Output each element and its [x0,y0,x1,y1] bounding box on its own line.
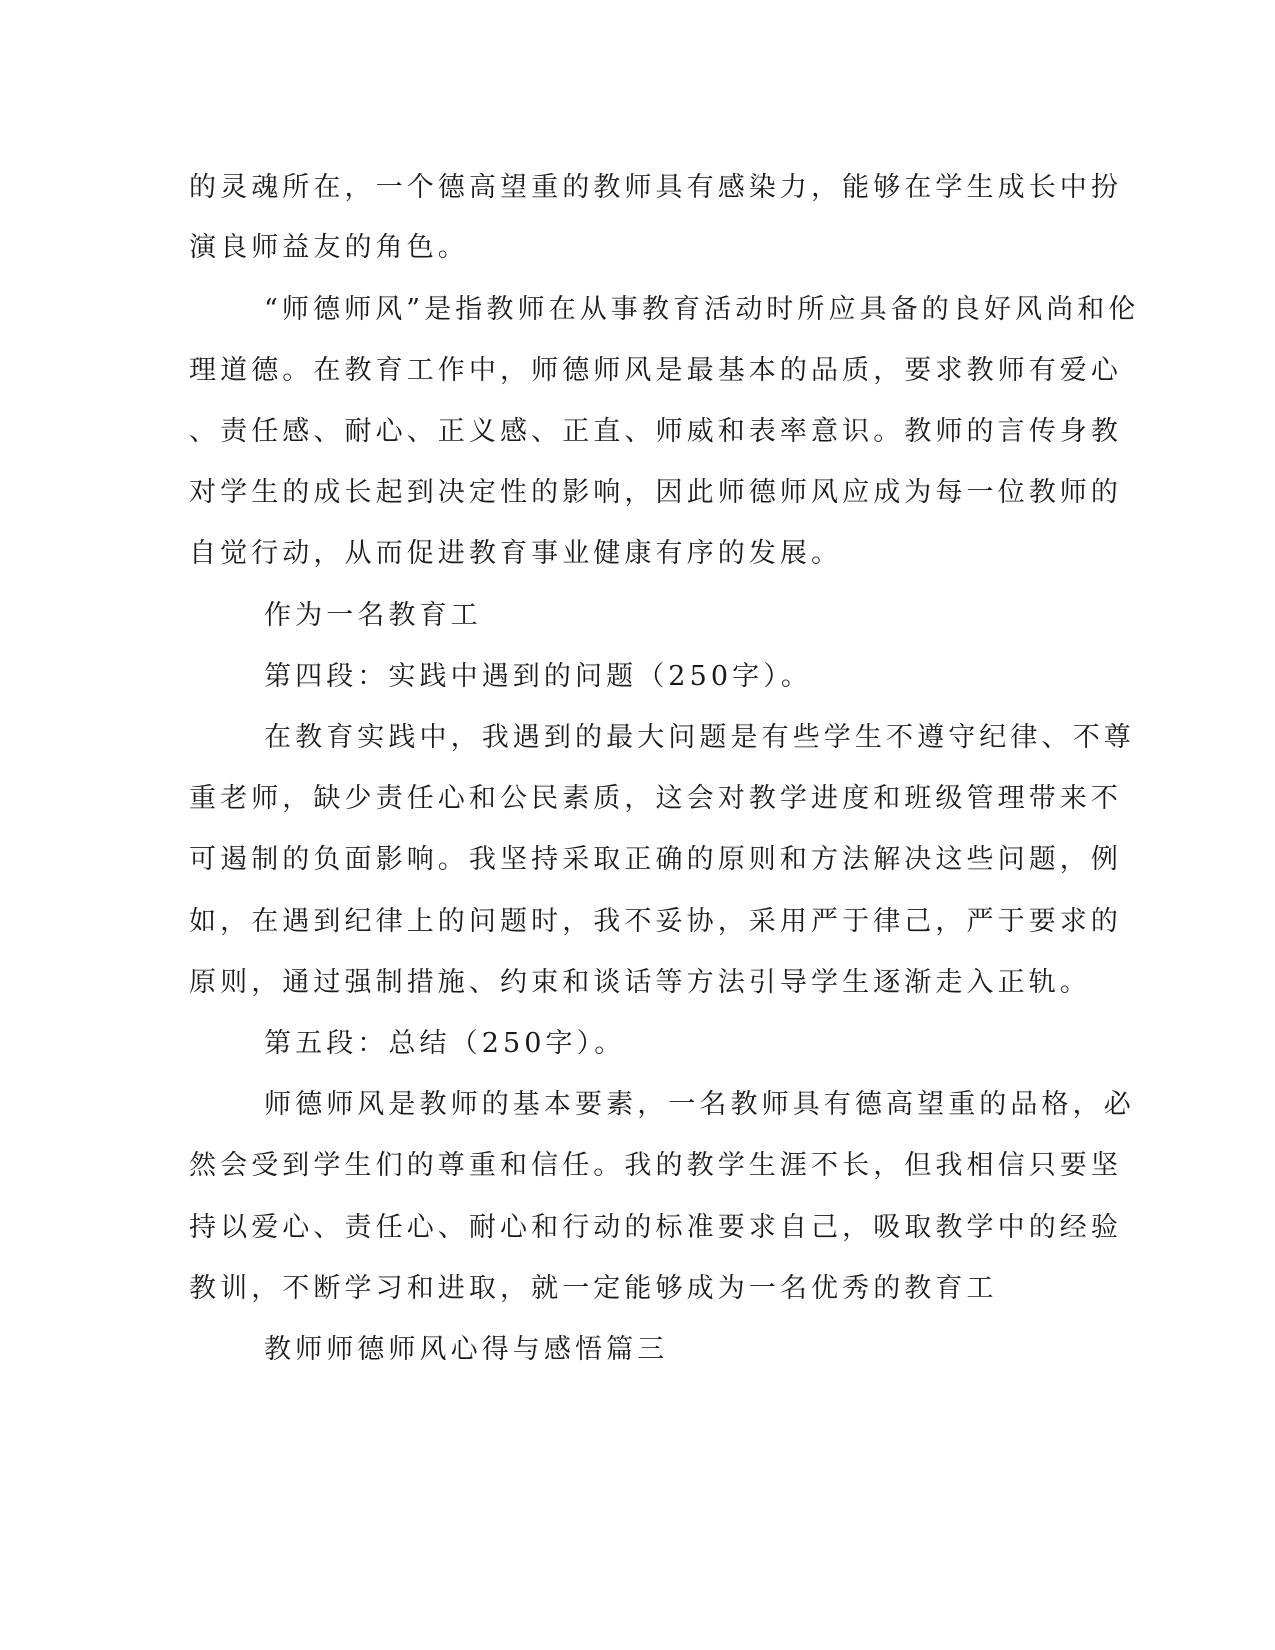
paragraph-line: “师德师风”是指教师在从事教育活动时所应具备的良好风尚和伦 [264,294,1140,325]
paragraph-line: 作为一名教育工 [264,600,482,631]
paragraph-line: 重老师，缺少责任心和公民素质，这会对教学进度和班级管理带来不 [189,783,1122,814]
paragraph-line: 师德师风是教师的基本要素，一名教师具有德高望重的品格，必 [264,1089,1135,1120]
paragraph-line: 对学生的成长起到决定性的影响，因此师德师风应成为每一位教师的 [189,477,1122,508]
paragraph-line: 、责任感、耐心、正义感、正直、师威和表率意识。教师的言传身教 [189,416,1122,447]
paragraph-line: 的灵魂所在，一个德高望重的教师具有感染力，能够在学生成长中扮 [189,172,1122,203]
section-heading: 第四段：实践中遇到的问题（250字）。 [264,661,812,692]
paragraph-line: 持以爱心、责任心、耐心和行动的标准要求自己，吸取教学中的经验 [189,1212,1122,1243]
paragraph-line: 理道德。在教育工作中，师德师风是最基本的品质，要求教师有爱心 [189,355,1122,386]
paragraph-line: 可遏制的负面影响。我坚持采取正确的原则和方法解决这些问题，例 [189,844,1122,875]
paragraph-line: 如，在遇到纪律上的问题时，我不妥协，采用严于律己，严于要求的 [189,906,1122,937]
paragraph-line: 原则，通过强制措施、约束和谈话等方法引导学生逐渐走入正轨。 [189,967,1091,998]
paragraph-line: 教训，不断学习和进取，就一定能够成为一名优秀的教育工 [189,1273,998,1304]
paragraph-line: 自觉行动，从而促进教育事业健康有序的发展。 [189,538,843,569]
paragraph-line: 演良师益友的角色。 [189,232,469,263]
paragraph-line: 在教育实践中，我遇到的最大问题是有些学生不遵守纪律、不尊 [264,722,1135,753]
article-heading: 教师师德师风心得与感悟篇三 [264,1334,669,1365]
section-heading: 第五段：总结（250字）。 [264,1028,626,1059]
paragraph-line: 然会受到学生们的尊重和信任。我的教学生涯不长，但我相信只要坚 [189,1150,1122,1181]
